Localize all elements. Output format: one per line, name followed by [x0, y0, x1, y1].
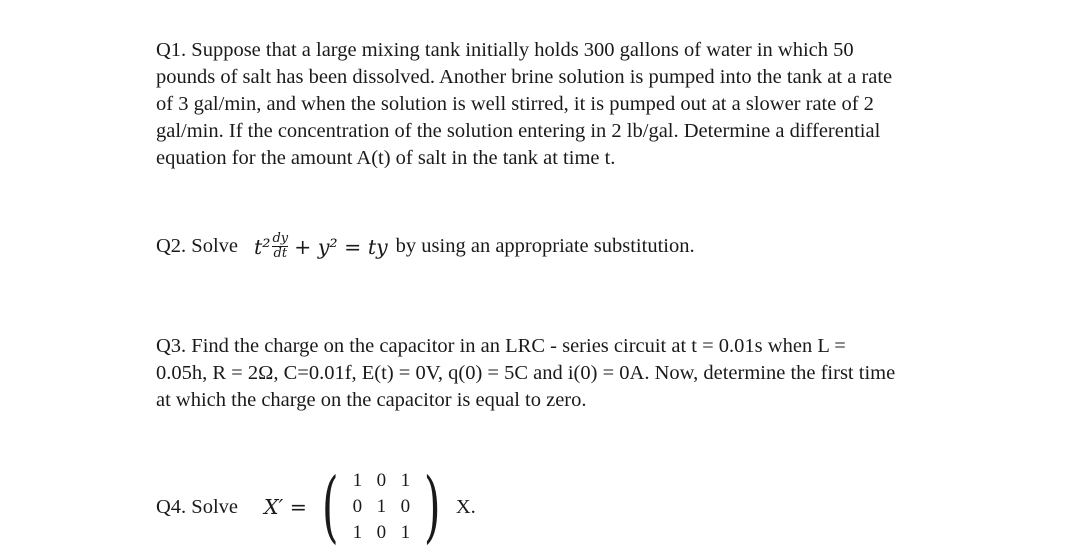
q3-line-1: Q3. Find the charge on the capacitor in an LRC - series circuit at t = 0.01s when L =: [156, 335, 846, 357]
left-parenthesis: (: [321, 462, 339, 552]
q2-suffix: by using an appropriate substitution.: [395, 235, 695, 257]
q1-line-1: Q1. Suppose that a large mixing tank initially holds 300 gallons of water in which 50: [156, 39, 854, 61]
q4-rhs: X.: [455, 495, 476, 518]
q2-equation: [254, 232, 388, 261]
q4-lhs: X′ =: [264, 495, 307, 519]
q3-line-3: at which the charge on the capacitor is equal to zero.: [156, 389, 587, 411]
q1-line-4: gal/min. If the concentration of the solution entering in 2 lb/gal. Determine a differential: [156, 120, 881, 142]
q2-t-squared: t²: [254, 234, 271, 259]
question-1: [156, 37, 1026, 172]
q4-matrix: [315, 462, 448, 552]
right-parenthesis: ): [424, 462, 441, 552]
matrix-cell: 1: [400, 522, 411, 543]
matrix-cell: 1: [352, 470, 363, 491]
q4-label: Q4. Solve: [156, 495, 238, 518]
matrix-cell: 0: [376, 470, 387, 491]
q1-line-3: of 3 gal/min, and when the solution is well stirred, it is pumped out at a slower rate of 2: [156, 93, 874, 115]
q2-fraction-denominator: dt: [273, 246, 288, 261]
q2-prefix: Q2. Solve: [156, 235, 238, 257]
matrix-cell: 0: [376, 522, 387, 543]
question-2: [156, 232, 695, 261]
question-4: [156, 462, 476, 552]
q1-line-5: equation for the amount A(t) of salt in the tank at time t.: [156, 147, 616, 169]
matrix-cell: 1: [352, 522, 363, 543]
matrix-grid: [345, 468, 417, 546]
q2-derivative-fraction: [272, 232, 288, 261]
q3-line-2: 0.05h, R = 2Ω, C=0.01f, E(t) = 0V, q(0) = 5C and i(0) = 0A. Now, determine the first time: [156, 362, 896, 384]
matrix-cell: 0: [400, 496, 411, 517]
q2-equation-rest: + y² = ty: [294, 234, 388, 259]
matrix-cell: 1: [376, 496, 387, 517]
matrix-cell: 0: [352, 496, 363, 517]
q2-fraction-numerator: dy: [272, 231, 289, 246]
matrix-cell: 1: [400, 470, 411, 491]
q1-line-2: pounds of salt has been dissolved. Another brine solution is pumped into the tank at a rate: [156, 66, 893, 88]
question-3: [156, 333, 1036, 414]
